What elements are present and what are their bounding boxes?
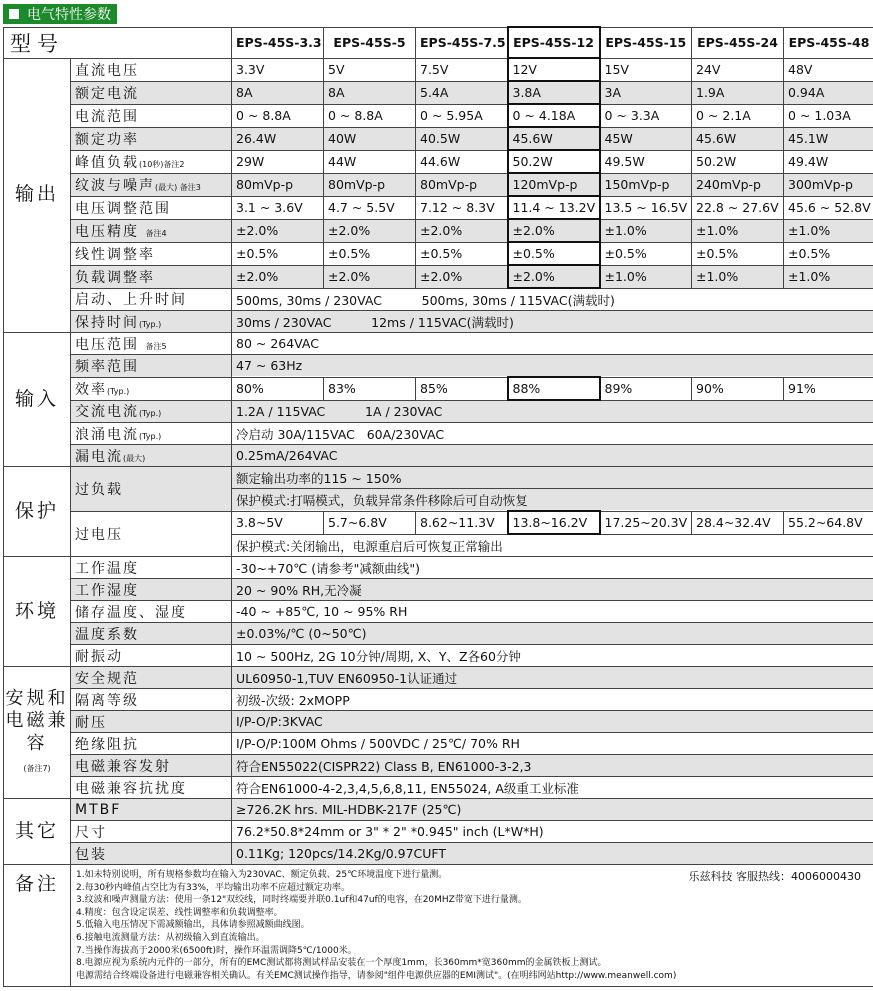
cell: 0 ~ 8.8A bbox=[324, 104, 416, 127]
hotline-text: 乐兹科技 客服热线：4006000430 bbox=[688, 870, 861, 883]
row-label: 电磁兼容抗扰度 bbox=[71, 777, 232, 799]
section-header-title: 电气特性参数 bbox=[27, 7, 111, 23]
cell: ±0.5% bbox=[324, 242, 416, 265]
cell: 40.5W bbox=[416, 127, 508, 150]
cell: 89% bbox=[600, 377, 692, 400]
cell: 50.2W bbox=[692, 150, 784, 173]
cell: 5.7~6.8V bbox=[324, 511, 416, 534]
cell: ±0.03%/℃ (0~50℃) bbox=[232, 623, 873, 645]
cell: 20 ~ 90% RH,无冷凝 bbox=[232, 579, 873, 601]
note-line: 6.接触电流测量方法：从初级输入到直流输出。 bbox=[76, 932, 265, 943]
cell: 48V bbox=[784, 58, 873, 81]
cell: 7.5V bbox=[416, 58, 508, 81]
cell: 符合EN61000-4-2,3,4,5,6,8,11, EN55024, A级重工业标准 bbox=[232, 777, 873, 799]
row-label: 储存温度、湿度 bbox=[71, 601, 232, 623]
row-label: 保持时间(Typ.) bbox=[71, 311, 232, 333]
cell: 10 ~ 500Hz, 2G 10分钟/周期, X、Y、Z各60分钟 bbox=[232, 645, 873, 667]
row-label: 启动、上升时间 bbox=[71, 288, 232, 311]
cell: 85% bbox=[416, 377, 508, 400]
cell: 300mVp-p bbox=[784, 173, 873, 196]
cell: ±1.0% bbox=[784, 265, 873, 288]
row-label: 漏电流(最大) bbox=[71, 445, 232, 467]
cell: 47 ~ 63Hz bbox=[232, 355, 873, 378]
cell: ±0.5% bbox=[692, 242, 784, 265]
section-other: 其它 bbox=[4, 799, 71, 865]
cell: 83% bbox=[324, 377, 416, 400]
cell: I/P-O/P:3KVAC bbox=[232, 711, 873, 733]
row-label: 耐振动 bbox=[71, 645, 232, 667]
cell: 45.6 ~ 52.8V bbox=[784, 196, 873, 219]
cell: -40 ~ +85℃, 10 ~ 95% RH bbox=[232, 601, 873, 623]
cell: 1.9A bbox=[692, 81, 784, 104]
section-input: 输入 bbox=[4, 333, 71, 467]
row-label: 频率范围 bbox=[71, 355, 232, 378]
cell: 0 ~ 4.18A bbox=[508, 104, 600, 127]
cell: 24V bbox=[692, 58, 784, 81]
cell: 12V bbox=[508, 58, 600, 81]
row-label: 负载调整率 bbox=[71, 265, 232, 288]
section-notes: 备注 bbox=[4, 865, 71, 987]
row-label: 隔离等级 bbox=[71, 689, 232, 711]
cell: 55.2~64.8V bbox=[784, 511, 873, 534]
cell: 91% bbox=[784, 377, 873, 400]
cell: 5V bbox=[324, 58, 416, 81]
row-label: 交流电流(Typ.) bbox=[71, 400, 232, 423]
cell: 90% bbox=[692, 377, 784, 400]
cell: 120mVp-p bbox=[508, 173, 600, 196]
cell: 80mVp-p bbox=[416, 173, 508, 196]
section-environment: 环境 bbox=[4, 557, 71, 667]
model-header: EPS-45S-5 bbox=[324, 27, 416, 58]
cell: ±2.0% bbox=[416, 265, 508, 288]
note-line: 3.纹波和噪声测量方法：使用一条12"双绞线，同时终端要并联0.1uf和47uf的电容，在20MHZ带宽下进行量测。 bbox=[76, 895, 527, 906]
note-line: 5.低输入电压情况下需减额输出，具体请参照减额曲线图。 bbox=[76, 920, 310, 931]
cell: ±0.5% bbox=[508, 242, 600, 265]
cell: 13.8~16.2V bbox=[508, 511, 600, 534]
cell: ±2.0% bbox=[416, 219, 508, 242]
row-label: 电压范围 备注5 bbox=[71, 333, 232, 355]
cell: 3.8~5V bbox=[232, 511, 324, 534]
model-header: EPS-45S-12 bbox=[508, 27, 600, 58]
note-line: 1.如未特别说明，所有规格参数均在输入为230VAC、额定负载、25℃环境温度下进行量测。 bbox=[76, 870, 448, 880]
cell: ±2.0% bbox=[232, 265, 324, 288]
row-label: 直流电压 bbox=[71, 58, 232, 81]
cell: 17.25~20.3V bbox=[600, 511, 692, 534]
cell: 0 ~ 2.1A bbox=[692, 104, 784, 127]
cell: 7.12 ~ 8.3V bbox=[416, 196, 508, 219]
cell: ±1.0% bbox=[784, 219, 873, 242]
cell: ±2.0% bbox=[508, 219, 600, 242]
row-label: 绝缘阻抗 bbox=[71, 733, 232, 755]
cell: 45W bbox=[600, 127, 692, 150]
cell: ≥726.2K hrs. MIL-HDBK-217F (25℃) bbox=[232, 799, 873, 821]
cell: 80mVp-p bbox=[324, 173, 416, 196]
cell: ±0.5% bbox=[784, 242, 873, 265]
section-protection: 保护 bbox=[4, 467, 71, 557]
cell: 3.3V bbox=[232, 58, 324, 81]
cell: 0 ~ 1.03A bbox=[784, 104, 873, 127]
row-label: 电压调整范围 bbox=[71, 196, 232, 219]
cell: 44W bbox=[324, 150, 416, 173]
model-header: EPS-45S-15 bbox=[600, 27, 692, 58]
row-label: 纹波与噪声(最大) 备注3 bbox=[71, 173, 232, 196]
row-label: MTBF bbox=[71, 799, 232, 821]
cell: 3.1 ~ 3.6V bbox=[232, 196, 324, 219]
cell: 冷启动 30A/115VAC 60A/230VAC bbox=[232, 423, 873, 445]
cell: 45.6W bbox=[692, 127, 784, 150]
cell: 22.8 ~ 27.6V bbox=[692, 196, 784, 219]
cell: 40W bbox=[324, 127, 416, 150]
cell: 80mVp-p bbox=[232, 173, 324, 196]
cell: 150mVp-p bbox=[600, 173, 692, 196]
cell: 29W bbox=[232, 150, 324, 173]
cell: 15V bbox=[600, 58, 692, 81]
cell: 28.4~32.4V bbox=[692, 511, 784, 534]
row-label: 安全规范 bbox=[71, 667, 232, 689]
cell: ±2.0% bbox=[324, 265, 416, 288]
cell: ±0.5% bbox=[232, 242, 324, 265]
model-header: EPS-45S-7.5 bbox=[416, 27, 508, 58]
spec-table bbox=[3, 26, 873, 987]
model-header: EPS-45S-24 bbox=[692, 27, 784, 58]
cell: 88% bbox=[508, 377, 600, 400]
row-label: 工作温度 bbox=[71, 557, 232, 579]
cell: 0 ~ 8.8A bbox=[232, 104, 324, 127]
cell: ±1.0% bbox=[600, 219, 692, 242]
cell: 8A bbox=[324, 81, 416, 104]
cell: 0 ~ 5.95A bbox=[416, 104, 508, 127]
note-line: 4.精度：包含设定误差、线性调整率和负载调整率。 bbox=[76, 907, 283, 918]
note-line: 2.每30秒内峰值占空比为有33%，平均输出功率不应超过额定功率。 bbox=[76, 882, 351, 893]
cell: 保护模式:打嗝模式，负载异常条件移除后可自动恢复 bbox=[232, 489, 873, 512]
row-label: 电磁兼容发射 bbox=[71, 755, 232, 777]
row-label: 效率(Typ.) bbox=[71, 377, 232, 400]
note-line: 电源需结合终端设备进行电磁兼容相关确认。有关EMC测试操作指导，请参阅"组件电源供应器的EMI测试"。(在明纬网站http://www.meanwell.com) bbox=[76, 970, 677, 981]
model-label: 型号 bbox=[4, 27, 232, 58]
cell: ±1.0% bbox=[600, 265, 692, 288]
row-label: 线性调整率 bbox=[71, 242, 232, 265]
row-label: 浪涌电流(Typ.) bbox=[71, 423, 232, 445]
cell: 4.7 ~ 5.5V bbox=[324, 196, 416, 219]
cell: ±2.0% bbox=[508, 265, 600, 288]
cell: 30ms / 230VAC 12ms / 115VAC(满载时) bbox=[232, 311, 873, 333]
section-header bbox=[3, 4, 117, 24]
cell: 76.2*50.8*24mm or 3" * 2" *0.945" inch (L*W*H) bbox=[232, 821, 873, 843]
cell: 26.4W bbox=[232, 127, 324, 150]
cell: 50.2W bbox=[508, 150, 600, 173]
row-label: 峰值负载(10秒)备注2 bbox=[71, 150, 232, 173]
cell: 11.4 ~ 13.2V bbox=[508, 196, 600, 219]
section-output: 输出 bbox=[4, 58, 71, 333]
cell: 0.94A bbox=[784, 81, 873, 104]
cell: 500ms, 30ms / 230VAC 500ms, 30ms / 115VAC(满载时) bbox=[232, 288, 873, 311]
note-line: 8.电源应视为系统内元件的一部分，所有的EMC测试都将测试样品安装在一个厚度1mm，长360mm*宽360mm的金属铁板上测试。 bbox=[76, 958, 607, 969]
cell: 0.25mA/264VAC bbox=[232, 445, 873, 467]
cell: 额定输出功率的115 ~ 150% bbox=[232, 467, 873, 489]
section-safety: 安规和电磁兼容 (备注7) bbox=[4, 667, 71, 799]
cell: 44.6W bbox=[416, 150, 508, 173]
row-label: 额定电流 bbox=[71, 81, 232, 104]
cell: UL60950-1,TUV EN60950-1认证通过 bbox=[232, 667, 873, 689]
cell: 45.6W bbox=[508, 127, 600, 150]
cell: 8.62~11.3V bbox=[416, 511, 508, 534]
model-header: EPS-45S-3.3 bbox=[232, 27, 324, 58]
cell: ±2.0% bbox=[232, 219, 324, 242]
cell: 0 ~ 3.3A bbox=[600, 104, 692, 127]
cell: 保护模式:关闭输出，电源重启后可恢复正常输出 bbox=[232, 534, 873, 557]
cell: 80% bbox=[232, 377, 324, 400]
square-icon bbox=[9, 9, 19, 19]
cell: ±0.5% bbox=[600, 242, 692, 265]
cell: ±2.0% bbox=[324, 219, 416, 242]
row-label: 额定功率 bbox=[71, 127, 232, 150]
cell: 3A bbox=[600, 81, 692, 104]
cell: 8A bbox=[232, 81, 324, 104]
note-line: 7.当操作海拔高于2000米(6500ft)时，操作环温需调降5℃/1000米。 bbox=[76, 945, 357, 956]
cell: 符合EN55022(CISPR22) Class B, EN61000-3-2,3 bbox=[232, 755, 873, 777]
cell: 3.8A bbox=[508, 81, 600, 104]
cell: -30~+70℃ (请参考"减额曲线") bbox=[232, 557, 873, 579]
notes-block bbox=[71, 865, 873, 987]
cell: 49.5W bbox=[600, 150, 692, 173]
cell: 80 ~ 264VAC bbox=[232, 333, 873, 355]
row-label: 温度系数 bbox=[71, 623, 232, 645]
cell: 1.2A / 115VAC 1A / 230VAC bbox=[232, 400, 873, 423]
row-label: 尺寸 bbox=[71, 821, 232, 843]
row-label: 电压精度 备注4 bbox=[71, 219, 232, 242]
cell: 初级-次级: 2xMOPP bbox=[232, 689, 873, 711]
row-label: 电流范围 bbox=[71, 104, 232, 127]
cell: 13.5 ~ 16.5V bbox=[600, 196, 692, 219]
cell: ±0.5% bbox=[416, 242, 508, 265]
row-label: 过电压 bbox=[71, 511, 232, 557]
row-label: 耐压 bbox=[71, 711, 232, 733]
cell: 0.11Kg; 120pcs/14.2Kg/0.97CUFT bbox=[232, 843, 873, 865]
model-header: EPS-45S-48 bbox=[784, 27, 873, 58]
cell: ±1.0% bbox=[692, 265, 784, 288]
row-label: 包装 bbox=[71, 843, 232, 865]
cell: 45.1W bbox=[784, 127, 873, 150]
cell: ±1.0% bbox=[692, 219, 784, 242]
row-label: 过负载 bbox=[71, 467, 232, 512]
cell: 5.4A bbox=[416, 81, 508, 104]
cell: 49.4W bbox=[784, 150, 873, 173]
cell: 240mVp-p bbox=[692, 173, 784, 196]
row-label: 工作湿度 bbox=[71, 579, 232, 601]
cell: I/P-O/P:100M Ohms / 500VDC / 25℃/ 70% RH bbox=[232, 733, 873, 755]
